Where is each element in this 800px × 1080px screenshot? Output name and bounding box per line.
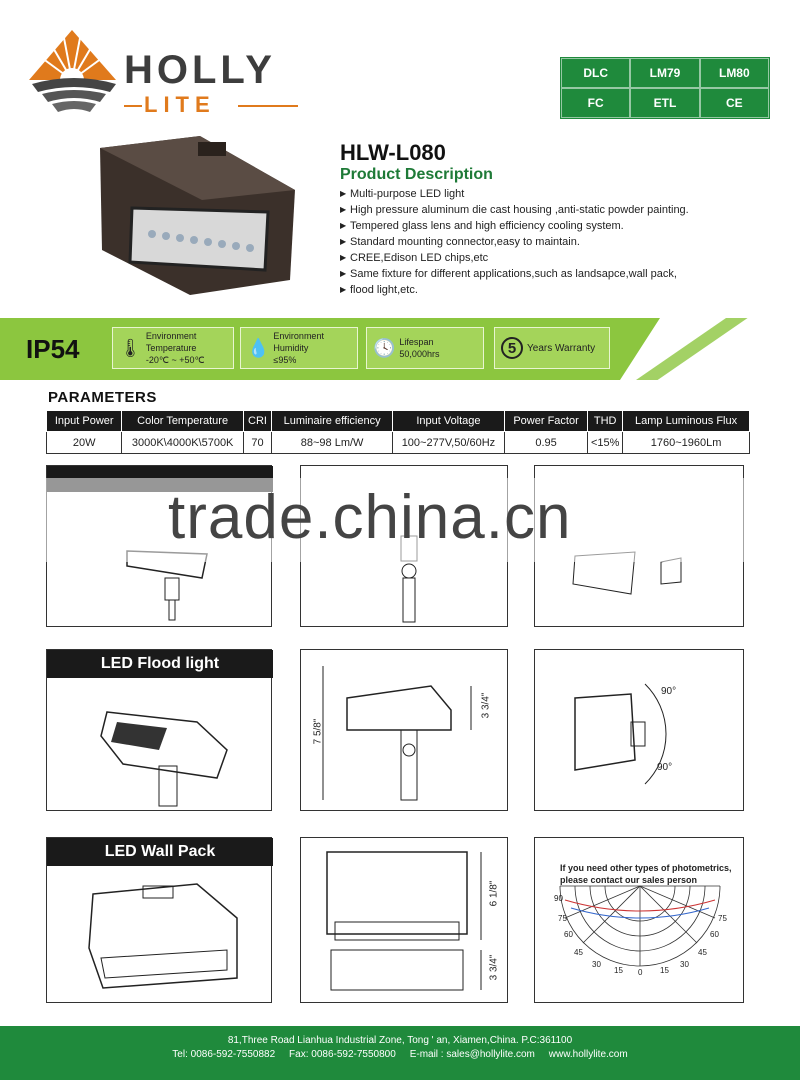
angle-label: 60 <box>710 930 719 939</box>
flood-side-panel <box>300 649 508 811</box>
photometric-angle-labels <box>552 894 748 994</box>
table-cell: 3000K\4000K\5700K <box>122 432 243 454</box>
wallpack-panel <box>46 837 272 1003</box>
brand-name: HOLLY <box>124 48 276 92</box>
temperature-value: -20℃ ~ +50℃ <box>145 355 205 365</box>
feature-list <box>340 186 770 298</box>
temperature-badge <box>112 327 234 369</box>
product-photo <box>90 130 305 300</box>
wallpack-depth: 3 3/4" <box>488 954 500 981</box>
parameters-title: PARAMETERS <box>48 389 157 406</box>
model-number: HLW-L080 <box>340 140 446 165</box>
footer <box>0 1026 800 1080</box>
certification-panel <box>560 57 770 119</box>
flood-total-height: 7 5/8" <box>312 718 324 745</box>
table-cell: 0.95 <box>504 432 587 454</box>
wallpack-height: 6 1/8" <box>488 880 500 907</box>
flood-side-drawing <box>301 650 509 812</box>
rotation-angle-bottom: 90° <box>657 762 673 773</box>
brand-subname: LITE <box>144 92 216 117</box>
feature-item: ▶ High pressure aluminum die cast housing ,anti-static powder painting. <box>340 202 770 218</box>
flood-drawing <box>47 650 273 812</box>
angle-label: 45 <box>698 948 707 957</box>
angle-label: 45 <box>574 948 583 957</box>
col-header: Input Voltage <box>393 411 505 432</box>
table-cell: <15% <box>588 432 623 454</box>
table-cell: 70 <box>243 432 271 454</box>
wallpack-dims-panel <box>300 837 508 1003</box>
sunrise-logo-icon <box>24 22 124 122</box>
feature-item: ▶ Same fixture for different applications,such as landsapce,wall pack, <box>340 266 770 282</box>
col-header: Input Power <box>47 411 122 432</box>
thermometer-icon: 🌡 <box>119 337 142 358</box>
feature-item: ▶ Tempered glass lens and high efficiency cooling system. <box>340 218 770 234</box>
lm80-badge: LM80 <box>701 59 768 87</box>
photometric-note <box>560 862 732 886</box>
wallpack-label: LED Wall Pack <box>47 838 273 866</box>
angle-label: 15 <box>614 966 623 975</box>
lifespan-label: Lifespan <box>399 337 434 347</box>
feature-item-cont: ▶ flood light,etc. <box>340 282 770 298</box>
col-header: THD <box>588 411 623 432</box>
col-header: Color Temperature <box>122 411 243 432</box>
watermark-text: trade.china.cn <box>168 483 572 552</box>
angle-label: 75 <box>558 914 567 923</box>
feature-item: ▶ CREE,Edison LED chips,etc <box>340 250 770 266</box>
logo-rule-left <box>124 105 142 107</box>
warranty-label: Years Warranty <box>527 342 596 354</box>
water-drop-icon: 💧 <box>247 337 270 358</box>
footer-contact: Tel: 0086-592-7550882 Fax: 0086-592-7550800 E-mail : sales@hollylite.com www.hollylite.com <box>172 1049 628 1060</box>
angle-label: 0 <box>638 968 643 977</box>
col-header: Power Factor <box>504 411 587 432</box>
flood-panel <box>46 649 272 811</box>
warranty-badge <box>494 327 610 369</box>
table-cell: 20W <box>47 432 122 454</box>
photometric-note-line2: please contact our sales person <box>560 875 698 885</box>
wallpack-drawing <box>47 838 273 1004</box>
humidity-label: Environment Humidity <box>273 331 324 353</box>
logo-rule-right <box>238 105 298 107</box>
table-row <box>47 432 750 454</box>
clock-icon: 🕓 <box>373 337 396 358</box>
temperature-label: Environment Temperature <box>145 331 197 353</box>
footer-address: 81,Three Road Lianhua Industrial Zone, Tong ' an, Xiamen,China. P.C:361100 <box>227 1035 573 1046</box>
angle-label: 30 <box>592 960 601 969</box>
parameters-table <box>46 410 750 454</box>
lm79-badge: LM79 <box>631 59 698 87</box>
parameters-header-row <box>47 411 750 432</box>
dlc-badge: DLC <box>562 59 629 87</box>
humidity-value: ≤95% <box>273 355 297 365</box>
lifespan-value: 50,000hrs <box>399 349 440 359</box>
flood-rotation-panel <box>534 649 744 811</box>
table-cell: 88~98 Lm/W <box>272 432 393 454</box>
flood-head-height: 3 3/4" <box>480 692 492 719</box>
flood-rotation-drawing <box>535 650 745 812</box>
angle-label: 90 <box>554 894 563 903</box>
flood-label: LED Flood light <box>47 650 273 678</box>
humidity-badge <box>240 327 358 369</box>
feature-item: ▶ Standard mounting connector,easy to maintain. <box>340 234 770 250</box>
angle-label: 75 <box>718 914 727 923</box>
fc-badge: FC <box>562 89 629 117</box>
lifespan-badge <box>366 327 484 369</box>
brand-logo <box>24 22 324 122</box>
col-header: Lamp Luminous Flux <box>623 411 750 432</box>
description-title: Product Description <box>340 166 493 183</box>
angle-label: 30 <box>680 960 689 969</box>
angle-label: 15 <box>660 966 669 975</box>
ip-rating: IP54 <box>26 334 80 364</box>
warranty-number-icon: 5 <box>501 337 523 359</box>
photometric-note-line1: If you need other types of photometrics, <box>560 863 732 873</box>
feature-item: ▶ Multi-purpose LED light <box>340 186 770 202</box>
ce-badge: CE <box>701 89 768 117</box>
table-cell: 1760~1960Lm <box>623 432 750 454</box>
col-header: Luminaire efficiency <box>272 411 393 432</box>
angle-label: 60 <box>564 930 573 939</box>
col-header: CRI <box>243 411 271 432</box>
etl-badge: ETL <box>631 89 698 117</box>
rotation-angle-top: 90° <box>661 686 677 697</box>
table-cell: 100~277V,50/60Hz <box>393 432 505 454</box>
wallpack-dims-drawing <box>301 838 509 1004</box>
